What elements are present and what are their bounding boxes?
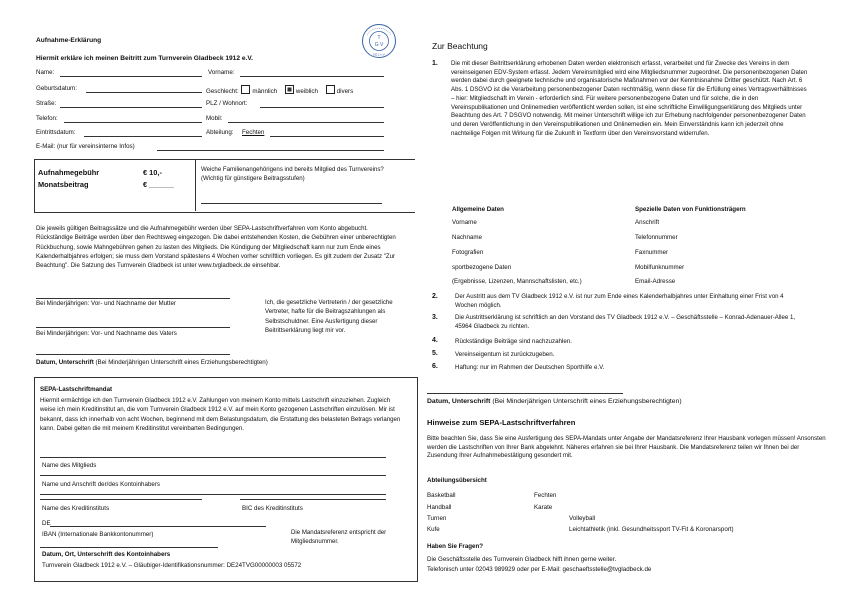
col1-item: Vorname: [452, 219, 477, 226]
sepa-iban-prefix: DE: [42, 520, 51, 527]
abt-item: Karate: [534, 504, 553, 511]
minor-father-label: Bei Minderjährigen: Vor- und Nachname des Vaters: [36, 330, 177, 337]
right-signature-line[interactable]: [427, 393, 623, 394]
sepa-hint-text: Bitte beachten Sie, dass Sie eine Ausfertigung des SEPA-Mandats unter Angabe der Mandatsreferenz Ihrer Hausbank vorlegen müssen! Ansonsten werden die Lastschriften von Ihrer Bank abgelehnt. Näheres erfahren sie bei Ihrer Hausbank. Die Mandatsreferenz teilen wir Ihnen bei der Zusendung Ihrer Aufnahmebestätigung gesondert mit.: [427, 435, 826, 460]
divers-label: divers: [336, 88, 354, 95]
name-label: Name:: [36, 69, 55, 76]
abt-item: Fechten: [534, 492, 557, 499]
item-2-text: Der Austritt aus dem TV Gladbeck 1912 e.V. ist nur zum Ende eines Kalenderhalbjahres unter Einhaltung einer Frist von 4 Wochen möglich.: [455, 293, 784, 309]
col1-item: sportbezogene Daten: [452, 264, 512, 271]
faq-title: Haben Sie Fragen?: [427, 543, 484, 550]
col1-head: Allgemeine Daten: [452, 206, 504, 213]
svg-text:T: T: [377, 35, 381, 41]
name-field[interactable]: [60, 76, 202, 77]
svg-text:1912 e.V.: 1912 e.V.: [372, 52, 386, 57]
form-title: Aufnahme-Erklärung: [36, 37, 102, 44]
email-field[interactable]: [157, 150, 384, 151]
col2-item: Faxnummer: [635, 249, 669, 256]
sepa-iban-line[interactable]: [50, 526, 266, 527]
sepa-signature-label: Datum, Ort, Unterschrift des Kontoinhabers: [42, 551, 171, 558]
fee-label: Aufnahmegebühr: [38, 168, 100, 177]
checkbox-divers[interactable]: [326, 85, 335, 94]
sepa-title: SEPA-Lastschriftmandat: [40, 386, 113, 393]
sepa-creditor: Turnverein Gladbeck 1912 e.V. – Gläubiger-Identifikationsnummer: DE24TVG00000003 05572: [42, 562, 302, 569]
col2-item: Mobilfunknummer: [635, 264, 685, 271]
svg-text:G V: G V: [374, 42, 384, 48]
sepa-mandate-note: Die Mandatsreferenz entspricht der Mitgliedsnummer.: [291, 529, 387, 546]
family-field[interactable]: [201, 203, 382, 204]
monthly-value[interactable]: € ______: [143, 180, 174, 189]
abteilung-field[interactable]: [270, 136, 384, 137]
right-signature-sub: (Bei Minderjährigen Unterschrift eines Erziehungsberechtigten): [492, 398, 682, 405]
sepa-member-line[interactable]: [40, 457, 386, 458]
left-signature-sub: (Bei Minderjährigen Unterschrift eines Erziehungsberechtigten): [95, 359, 268, 366]
telefon-label: Telefon:: [36, 115, 58, 122]
minor-note: Ich, die gesetzliche Vertreterin / der gesetzliche Vertreter, hafte für die Beitragszahlungen als Selbstschuldner. Eine Ausfertigung dieser Beitrittserklärung liegt mir vor.: [265, 299, 393, 334]
info-paragraph: Die jeweils gültigen Beitragssätze und die Aufnahmegebühr werden über SEPA-Lastschriftverfahren vom Konto abgebucht. Rückständige Beiträge werden über den Rechtsweg eingezogen. Die dabei entstehenden Kosten, die Gebühren einer unberechtigten Rückbuchung, sowie Mahngebühren gehen zu lasten des Mitglieds. Die Kündigung der Mitgliedschaft kann nur zum Ende eines Kalenderhalbjahres erfolgen; sie muss dem Vorstand spätestens 4 Wochen vorher schriftlich vorliegen. Es gilt zudem der Zusatz "Zur Beachtung". Die Satzung des Turnverein Gladbeck ist unter www.tvgladbeck.de einsehbar.: [36, 225, 396, 270]
abt-item: Leichtathletik (inkl. Gesundheitssport TV-Fit & Koronarsport): [569, 526, 734, 533]
minor-mother-line[interactable]: [36, 298, 230, 299]
abteilung-label: Abteilung:: [206, 129, 234, 136]
abt-item: Kufe: [427, 526, 440, 533]
geschlecht-label: Geschlecht:: [206, 88, 239, 95]
form-subtitle: Hiermit erkläre ich meinen Beitritt zum Turnverein Gladbeck 1912 e.V.: [36, 55, 253, 62]
mobil-field[interactable]: [228, 122, 384, 123]
faq-line-1: Die Geschäftsstelle des Turnverein Gladbeck hilft ihnen gerne weiter.: [427, 556, 617, 563]
left-signature-caption: [36, 359, 268, 367]
sepa-member-label: Name des Mitglieds: [42, 462, 97, 469]
family-text: Weiche Familienangehörigens ind bereits Mitglied des Turnvereins? (Wichtig für günstigere Beitragsstufen): [201, 166, 384, 183]
col1-item: (Ergebnisse, Lizenzen, Mannschaftslisten, etc.): [452, 278, 582, 285]
sepa-holder-line-2[interactable]: [40, 494, 386, 495]
sepa-text: Hiermit ermächtige ich den Turnverein Gladbeck 1912 e.V. Zahlungen von meinem Konto mittels Lastschrift einzuziehen. Zugleich weise ich mein Kreditinstitut an, die vom Turnverein Gladbeck 1912 e.V. auf mein Konto gezogenen Lastschriften einzulösen. Mir ist bekannt, dass ich innerhalb von acht Wochen, beginnend mit dem Belastungsdatum, die Erstattung des belasteten Betrags verlangen kann. Dabei gelten die mit meinem Kreditinstitut vereinbarten Bedingungen.: [40, 397, 401, 432]
abt-item: Handball: [427, 504, 452, 511]
geburtsdatum-field[interactable]: [86, 92, 202, 93]
item-4-number: 4.: [432, 337, 438, 344]
right-title: Zur Beachtung: [432, 41, 488, 51]
checkbox-weiblich[interactable]: [285, 85, 294, 94]
abt-item: Turnen: [427, 515, 447, 522]
sepa-hint-title: Hinweise zum SEPA-Lastschriftverfahren: [427, 418, 576, 427]
col2-head: Spezielle Daten von Funktionsträgern: [635, 206, 746, 213]
vorname-field[interactable]: [240, 76, 384, 77]
strasse-field[interactable]: [60, 107, 202, 108]
telefon-field[interactable]: [64, 122, 202, 123]
sepa-iban-label: IBAN (Internationale Bankkontonummer): [42, 531, 154, 538]
sepa-bank-label: Name des Kreditinstituts: [42, 505, 110, 512]
item-1-number: 1.: [432, 60, 438, 67]
abt-item: Basketball: [427, 492, 456, 499]
plz-label: PLZ / Wohnort:: [206, 100, 248, 107]
monthly-label: Monatsbeitrag: [38, 180, 89, 189]
checkbox-maennlich[interactable]: [241, 85, 250, 94]
left-signature-label: Datum, Unterschrift: [36, 359, 94, 366]
item-5-text: Vereinseigentum ist zurückzugeben.: [455, 351, 555, 358]
plz-field[interactable]: [260, 107, 384, 108]
mobil-label: Mobil:: [206, 115, 223, 122]
sepa-holder-label: Name und Anschrift der/des Kontoinhabers: [42, 481, 160, 488]
item-6-number: 6.: [432, 363, 438, 370]
item-6-text: Haftung: nur im Rahmen der Deutschen Sporthilfe e.V.: [455, 364, 605, 371]
sepa-holder-line[interactable]: [40, 475, 386, 476]
sepa-bic-label: BIC des Kreditinstituts: [242, 505, 303, 512]
item-1-text: Die mit dieser Beitrittserklärung erhobenen Daten werden elektronisch erfasst, verarbeitet und für Zwecke des Vereins in dem vereinseigenen EDV-System erfasst. Jedem Vereinsmitglied wird eine Mitgliedsnummer zugeordnet. Die personenbezogenen Daten werden dabei durch geeignete technische und organisatorische Maßnahmen vor der Kenntnisnahme Dritter geschützt. Nach Art. 6 Abs. 1 DSGVO ist die Verarbeitung personenbezogener Daten rechtmäßig, wenn diese für die Erfüllung eines Vertragsverhältnisses – hier: Mitgliedschaft im Verein - erforderlich sind. Für weitere personenbezogene Daten und für solche, die in den Vereinspublikationen und Onlinemedien veröffentlicht werden sollen, ist eine schriftliche Einwilligungserklärung des Mitglieds unter Beachtung des Art. 7 DSGVO notwendig. Mit meiner Unterschrift willige ich zur Erhebung nachfolgender personenbezogener Daten und deren Veröffentlichung in den Vereinspublikationen und Onlinemedien ein. Mein Einverständnis kann ich jederzeit ohne nachteilige Folgen mit Wirkung für die Zukunft in Textform über den Vereinsvorstand widerrufen.: [451, 60, 808, 137]
sepa-bank-line[interactable]: [40, 499, 202, 500]
eintritt-field[interactable]: [84, 136, 202, 137]
right-signature-label: Datum, Unterschrift: [427, 398, 491, 405]
col2-item: Telefonnummer: [635, 234, 678, 241]
abteilung-value[interactable]: Fechten: [242, 129, 265, 136]
minor-mother-label: Bei Minderjährigen: Vor- und Nachname der Mutter: [36, 300, 176, 307]
faq-line-2: Telefonisch unter 02043 989929 oder per E-Mail: geschaeftsstelle@tvgladbeck.de: [427, 566, 652, 573]
eintritt-label: Eintrittsdatum:: [36, 129, 76, 136]
abt-title: Abteilungsübersicht: [427, 477, 487, 484]
maennlich-label: männlich: [252, 88, 278, 95]
fee-divider: [195, 159, 196, 211]
weiblich-label: weiblich: [295, 88, 318, 95]
item-3-text: Die Austrittserklärung ist schriftlich an den Vorstand des TV Gladbeck 1912 e.V. – Geschäftsstelle – Konrad-Adenauer-Allee 1, 45964 Gladbeck zu richten.: [455, 314, 796, 330]
vorname-label: Vorname:: [208, 69, 235, 76]
geburtsdatum-label: Geburtsdatum:: [36, 85, 77, 92]
col2-item: Email-Adresse: [635, 278, 676, 285]
right-signature-caption: [427, 398, 682, 406]
item-3-number: 3.: [432, 314, 438, 321]
left-signature-line[interactable]: [36, 354, 230, 355]
fee-value: € 10,-: [143, 168, 162, 177]
col1-item: Fotografien: [452, 249, 484, 256]
col1-item: Nachname: [452, 234, 482, 241]
geschlecht-group: [206, 85, 353, 96]
club-logo: [361, 23, 397, 59]
minor-father-line[interactable]: [36, 327, 230, 328]
item-4-text: Rückständige Beiträge sind nachzuzahlen.: [455, 338, 572, 345]
email-label: E-Mail: (nur für vereinsinterne Infos): [36, 143, 135, 150]
item-5-number: 5.: [432, 350, 438, 357]
strasse-label: Straße:: [36, 100, 57, 107]
col2-item: Anschrift: [635, 219, 660, 226]
sepa-signature-line[interactable]: [40, 547, 218, 548]
item-2-number: 2.: [432, 293, 438, 300]
sepa-bic-line[interactable]: [240, 499, 386, 500]
abt-item: Volleyball: [569, 515, 596, 522]
